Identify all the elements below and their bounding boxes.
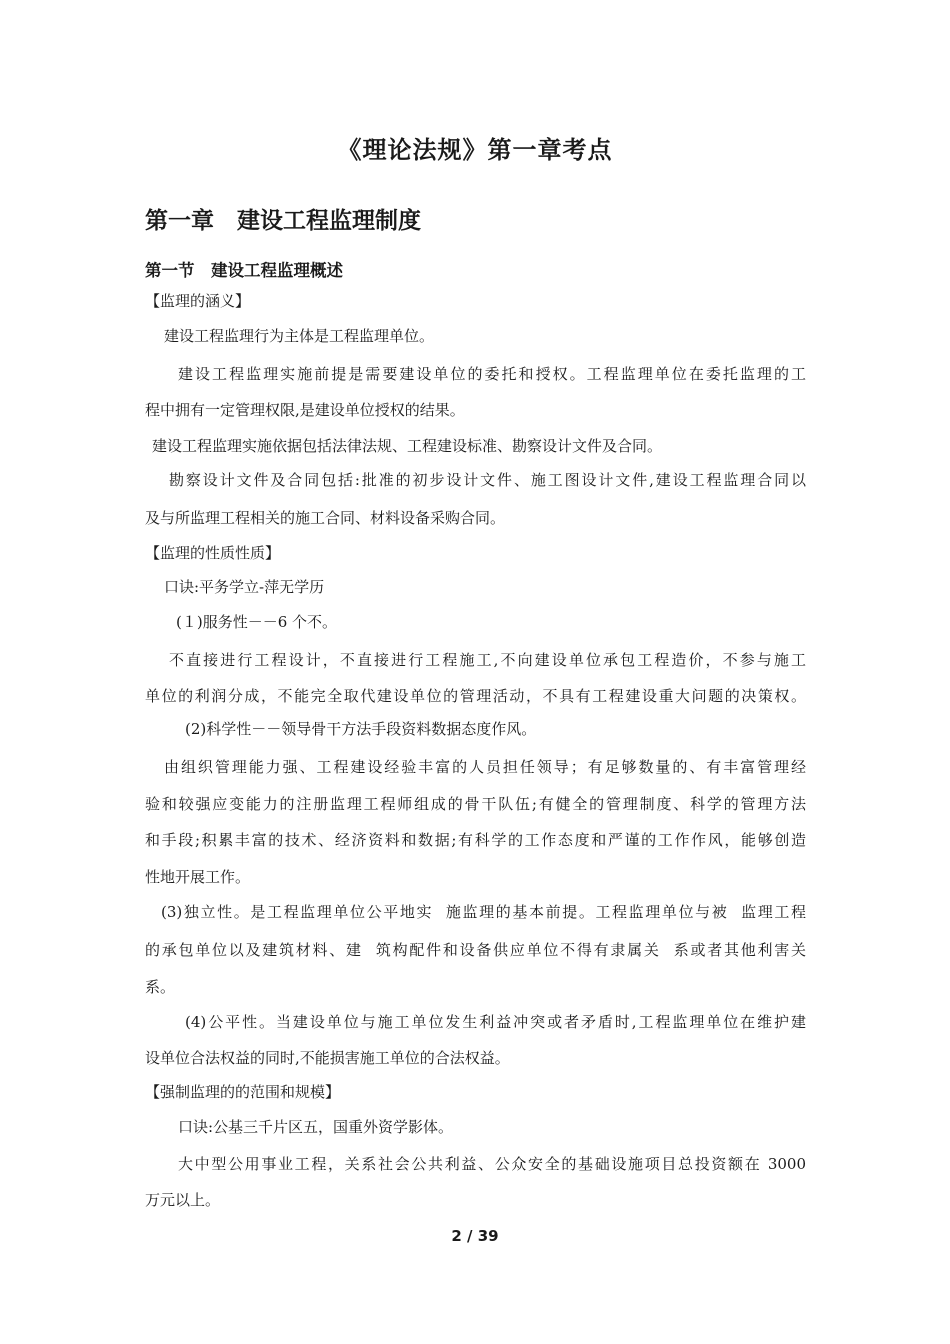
paragraph-line: 性地开展工作。 [145,868,251,886]
paragraph-line: (１)服务性－－6 个不。 [176,613,338,631]
subheading-meaning: 【监理的涵义】 [145,292,251,310]
paragraph-line: (4)公平性。当建设单位与施工单位发生利益冲突或者矛盾时,工程监理单位在维护建 [185,1013,806,1031]
paragraph-line: 建设工程监理实施依据包括法律法规、工程建设标准、勘察设计文件及合同。 [152,437,663,455]
paragraph-line: 万元以上。 [145,1191,221,1209]
subheading-mandatory: 【强制监理的的范围和规模】 [145,1083,341,1101]
paragraph-line: 由组织管理能力强、工程建设经验丰富的人员担任领导；有足够数量的、有丰富管理经 [164,758,806,776]
paragraph-line: 及与所监理工程相关的施工合同、材料设备采购合同。 [145,509,506,527]
document-title: 《理论法规》第一章考点 [337,136,613,164]
page-number: 2 / 39 [451,1227,499,1245]
paragraph-line: (3)独立性。是工程监理单位公平地实 施监理的基本前提。工程监理单位与被 监理工程 [161,903,806,921]
mnemonic-line: 口诀:公基三千片区五，国重外资学影体。 [178,1118,454,1136]
mnemonic-line: 口诀:平务学立-萍无学历 [164,578,325,596]
paragraph-line: 验和较强应变能力的注册监理工程师组成的骨干队伍;有健全的管理制度、科学的管理方法 [145,795,806,813]
paragraph-line: 建设工程监理实施前提是需要建设单位的委托和授权。工程监理单位在委托监理的工 [178,365,806,383]
paragraph-line: 不直接进行工程设计，不直接进行工程施工,不向建设单位承包工程造价，不参与施工 [169,651,806,669]
chapter-heading: 第一章 建设工程监理制度 [145,208,421,234]
section-heading: 第一节 建设工程监理概述 [145,261,343,280]
paragraph-line: 和手段;积累丰富的技术、经济资料和数据;有科学的工作态度和严谨的工作作风，能够创造 [145,831,806,849]
paragraph-line: 单位的利润分成，不能完全取代建设单位的管理活动，不具有工程建设重大问题的决策权。 [145,687,806,705]
paragraph-line: 建设工程监理行为主体是工程监理单位。 [164,327,435,345]
paragraph-line: (2)科学性－－领导骨干方法手段资料数据态度作风。 [185,720,537,738]
paragraph-line: 设单位合法权益的同时,不能损害施工单位的合法权益。 [145,1049,510,1067]
paragraph-line: 的承包单位以及建筑材料、建 筑构配件和设备供应单位不得有隶属关 系或者其他利害关 [145,941,806,959]
paragraph-line: 系。 [145,978,176,996]
paragraph-line: 程中拥有一定管理权限,是建设单位授权的结果。 [145,401,465,419]
paragraph-line: 大中型公用事业工程，关系社会公共利益、公众安全的基础设施项目总投资额在 3000 [178,1155,806,1173]
subheading-nature: 【监理的性质性质】 [145,544,281,562]
paragraph-line: 勘察设计文件及合同包括:批准的初步设计文件、施工图设计文件,建设工程监理合同以 [169,471,806,489]
